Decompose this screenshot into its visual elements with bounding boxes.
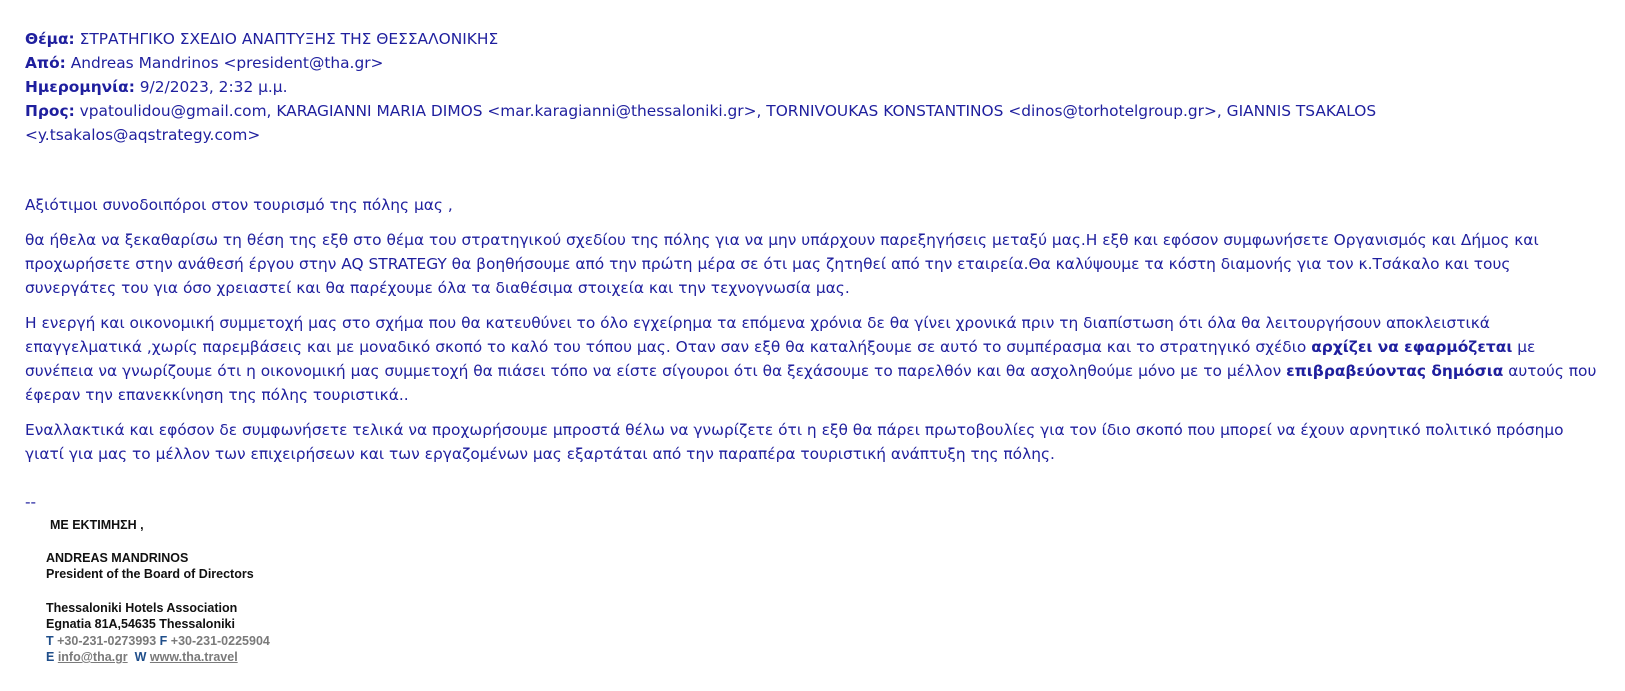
signature-separator: --: [25, 493, 37, 511]
email-signature: [46, 517, 1605, 666]
from-value: Andreas Mandrinos <president@tha.gr>: [70, 54, 384, 72]
signature-title: President of the Board of Directors: [46, 567, 254, 581]
paragraph-3: Εναλλακτικά και εφόσον δε συμφωνήσετε τελικά να προχωρήσουμε μπροστά θέλω να γνωρίζετε ότι η εξθ θα πάρει πρωτοβουλίες για τον ίδιο σκοπό που μπορεί να έχουν αρνητικό πολιτικό πρόσημο γιατί για μας το μέλλον των επιχειρήσεων και των εργαζομένων μας εξαρτάται από την παραπέρα τουριστική ανάπτυξη της πόλης.: [25, 421, 1564, 463]
paragraph-2: [25, 311, 1605, 407]
email-header: [25, 27, 1605, 147]
paragraph-2-part-e: αυτούς που έφεραν την επανεκκίνηση της πόλης τουριστικά..: [25, 362, 1597, 404]
signature-phone-line: [46, 633, 1605, 650]
signature-name: ANDREAS MANDRINOS: [46, 550, 189, 565]
date-label: Ημερομηνία:: [25, 78, 135, 96]
to-label: Προς:: [25, 102, 75, 120]
to-line: [25, 99, 1605, 147]
from-label: Από:: [25, 54, 66, 72]
paragraph-2-part-c: με συνέπεια να γνωρίζουμε ότι η οικονομική μας συμμετοχή θα πιάσει τόπο να είστε σίγουροι ότι θα ξεχάσουμε το παρελθόν και θα ασχοληθούμε μόνο με το μέλλον: [25, 338, 1536, 380]
signature-org: Thessaloniki Hotels Association: [46, 600, 238, 615]
web-label: W: [134, 650, 147, 664]
signature-address: Egnatia 81A,54635 Thessaloniki: [46, 617, 235, 631]
date-line: [25, 75, 1605, 99]
to-value: vpatoulidou@gmail.com, KARAGIANNI MARIA DIMOS <mar.karagianni@thessaloniki.gr>, TORNIVOUKAS KONSTANTINOS <dinos@torhotelgroup.gr>, GIANNIS TSAKALOS <y.tsakalos@aqstrategy.com>: [25, 102, 1377, 144]
greeting: Αξιότιμοι συνοδοιπόροι στον τουρισμό της πόλης μας ,: [25, 196, 453, 214]
email-label: E: [46, 650, 55, 664]
date-value: 9/2/2023, 2:32 μ.μ.: [139, 78, 288, 96]
email-link[interactable]: info@tha.gr: [57, 650, 128, 664]
subject-line: [25, 27, 1605, 51]
signature-contact-line: [46, 649, 1605, 666]
subject-label: Θέμα:: [25, 30, 75, 48]
paragraph-2-part-a: Η ενεργή και οικονομική συμμετοχή μας στο σχήμα που θα κατευθύνει το όλο εγχείρημα τα επόμενα χρόνια δε θα γίνει χρονικά πριν τη διαπίστωση ότι όλα θα λειτουργήσουν αποκλειστικά επαγγελματικά ,χωρίς παρεμβάσεις και με μοναδικό σκοπό το καλό του τόπου μας. Οταν σαν εξθ θα καταλήξουμε σε αυτό το συμπέρασμα και το στρατηγικό σχέδιο: [25, 314, 1490, 356]
paragraph-2-bold-b: επιβραβεύοντας δημόσια: [1286, 362, 1504, 380]
tel-label: T: [46, 633, 54, 648]
from-line: [25, 51, 1605, 75]
web-link[interactable]: www.tha.travel: [149, 650, 238, 664]
paragraph-2-bold-a: αρχίζει να εφαρμόζεται: [1311, 338, 1513, 356]
tel-value: +30-231-0273993: [57, 633, 157, 648]
paragraph-1: θα ήθελα να ξεκαθαρίσω τη θέση της εξθ στο θέμα του στρατηγικού σχεδίου της πόλης για να μην υπάρχουν παρεξηγήσεις μεταξύ μας.Η εξθ και εφόσον συμφωνήσετε Οργανισμός και Δήμος και προχωρήσετε στην ανάθεσή έργου στην AQ STRATEGY θα βοηθήσουμε από την πρώτη μέρα σε ότι μας ζητηθεί από την εταιρεία.Θα καλύψουμε τα κόστη διαμονής για τον κ.Τσάκαλο και τους συνεργάτες του για όσο χρειαστεί και θα παρέχουμε όλα τα διαθέσιμα στοιχεία και την τεχνογνωσία μας.: [25, 231, 1539, 297]
email-document: [25, 27, 1605, 666]
signature-regards: ΜΕ ΕΚΤΙΜΗΣΗ ,: [50, 518, 144, 532]
email-body: [25, 193, 1605, 466]
fax-value: +30-231-0225904: [170, 633, 270, 648]
fax-label: F: [159, 633, 168, 648]
subject-value: ΣΤΡΑΤΗΓΙΚΟ ΣΧΕΔΙΟ ΑΝΑΠΤΥΞΗΣ ΤΗΣ ΘΕΣΣΑΛΟΝΙΚΗΣ: [79, 30, 499, 48]
